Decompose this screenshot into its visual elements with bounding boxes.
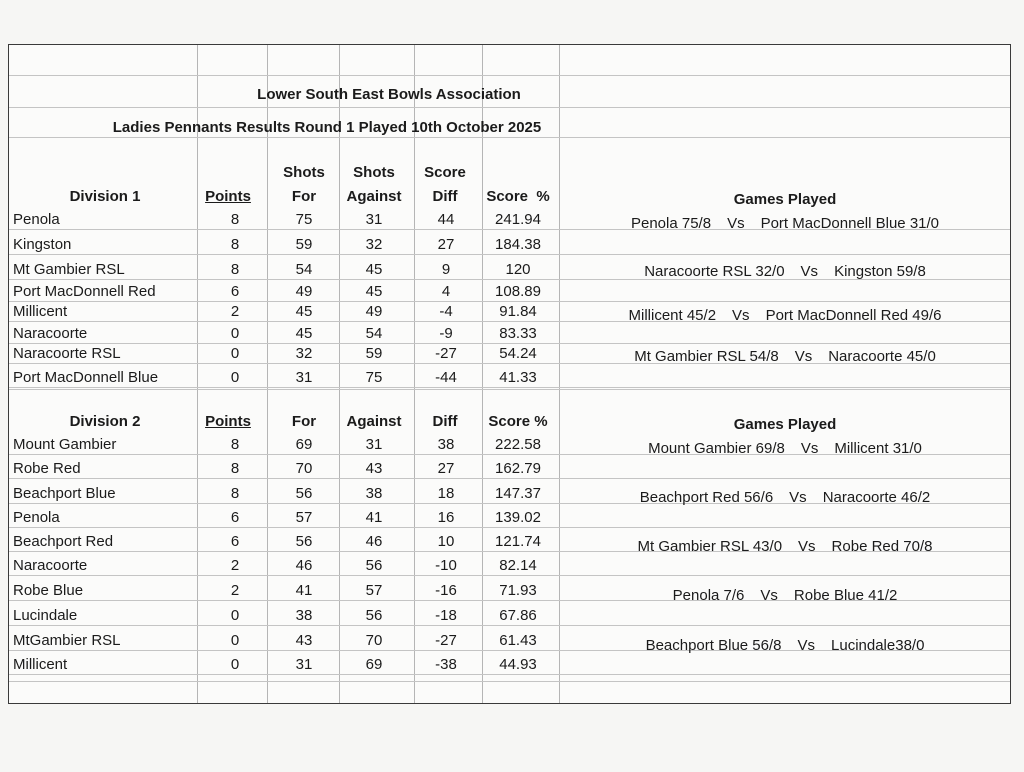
div2-diff-cell: -27 [435, 632, 457, 649]
div1-points-cell: 0 [230, 325, 240, 342]
div1-against-cell: 32 [365, 236, 383, 253]
div1-pct-cell: 120 [505, 261, 531, 278]
div2-against-cell: 46 [365, 533, 383, 550]
game-away: Naracoorte 45/0 [828, 348, 936, 365]
game-vs: Vs [794, 348, 813, 365]
div1-diff-cell: -4 [439, 303, 453, 320]
div2-pct-cell: 67.86 [499, 607, 537, 624]
div1-for-cell: 45 [295, 303, 313, 320]
div2-for-cell: 43 [295, 632, 313, 649]
div2-pct-cell: 121.74 [495, 533, 541, 550]
game-vs: Vs [760, 587, 778, 604]
div1-pct-cell: 241.94 [495, 211, 541, 228]
div2-against-cell: 70 [365, 632, 383, 649]
grid-line [9, 389, 1010, 390]
grid-line [9, 575, 1010, 576]
div2-pct-cell: 44.93 [499, 656, 537, 673]
div2-for-cell: 57 [295, 509, 313, 526]
grid-line [9, 681, 1010, 682]
div1-points-header: Points [205, 188, 251, 205]
div2-points-cell: 2 [230, 582, 240, 599]
div2-against-cell: 43 [365, 460, 383, 477]
div1-shots-for-header: For [291, 188, 317, 205]
grid-line [9, 301, 1010, 302]
div2-team-cell: Beachport Blue [13, 485, 116, 502]
div1-points-cell: 8 [230, 211, 240, 228]
div2-for-cell: 70 [295, 460, 313, 477]
div2-game-result [648, 440, 922, 458]
div2-team-cell: Naracoorte [13, 557, 88, 574]
game-away: Robe Red 70/8 [831, 538, 933, 555]
div2-against-header: Against [346, 413, 402, 430]
div1-against-cell: 59 [365, 345, 383, 362]
game-away: Port MacDonnell Blue 31/0 [760, 215, 940, 232]
div2-game-result [640, 489, 931, 507]
grid-line [414, 45, 415, 703]
game-home: Millicent 45/2 [628, 307, 717, 324]
div1-against-cell: 45 [365, 261, 383, 278]
grid-line [9, 75, 1010, 76]
grid-line [339, 45, 340, 703]
div1-team-cell: Mt Gambier RSL [13, 261, 125, 278]
grid-line [9, 343, 1010, 344]
div1-points-cell: 8 [230, 236, 240, 253]
div2-points-cell: 8 [230, 436, 240, 453]
div2-diff-cell: -38 [435, 656, 457, 673]
div2-for-cell: 69 [295, 436, 313, 453]
grid-line [9, 387, 1010, 388]
div2-for-cell: 56 [295, 485, 313, 502]
game-away: Millicent 31/0 [834, 440, 922, 457]
game-home: Penola 75/8 [630, 215, 712, 232]
div2-against-cell: 56 [365, 557, 383, 574]
div2-pct-cell: 71.93 [499, 582, 537, 599]
div1-pct-cell: 83.33 [499, 325, 537, 342]
div1-pct-cell: 184.38 [495, 236, 541, 253]
div2-pct-cell: 139.02 [495, 509, 541, 526]
div1-team-cell: Naracoorte RSL [13, 345, 121, 362]
div2-team-cell: Lucindale [13, 607, 78, 624]
game-vs: Vs [800, 263, 819, 280]
div2-points-cell: 0 [230, 656, 240, 673]
game-home: Beachport Blue 56/8 [645, 637, 782, 654]
div1-pct-cell: 54.24 [499, 345, 537, 362]
div1-against-cell: 45 [365, 283, 383, 300]
div1-diff-cell: 44 [437, 211, 455, 228]
grid-line [9, 625, 1010, 626]
grid-line [267, 45, 268, 703]
game-away: Kingston 59/8 [834, 263, 926, 280]
results-sheet [8, 44, 1011, 704]
div1-team-cell: Port MacDonnell Red [13, 283, 156, 300]
game-home: Mt Gambier RSL 54/8 [634, 348, 779, 365]
game-home: Mt Gambier RSL 43/0 [637, 538, 783, 555]
div2-game-result [646, 637, 925, 655]
div2-pct-cell: 162.79 [495, 460, 541, 477]
div2-points-cell: 0 [230, 607, 240, 624]
div2-against-cell: 56 [365, 607, 383, 624]
div1-shots-for-header: Shots [283, 164, 325, 181]
div2-diff-cell: 18 [437, 485, 455, 502]
div1-game-result [629, 307, 942, 325]
div1-shots-against-header: Against [346, 188, 402, 205]
div1-for-cell: 75 [295, 211, 313, 228]
association-title: Lower South East Bowls Association [257, 86, 521, 103]
div1-diff-cell: 27 [437, 236, 455, 253]
div1-against-cell: 31 [365, 211, 383, 228]
div1-team-cell: Port MacDonnell Blue [13, 369, 159, 386]
div1-team-cell: Naracoorte [13, 325, 88, 342]
div2-for-cell: 41 [295, 582, 313, 599]
game-vs: Vs [798, 538, 816, 555]
div1-diff-header: Diff [432, 188, 458, 205]
div1-title: Division 1 [69, 188, 141, 205]
div2-diff-cell: -16 [435, 582, 457, 599]
div1-score-pct-header: Score % [486, 188, 550, 205]
game-home: Penola 7/6 [672, 587, 745, 604]
div1-pct-cell: 108.89 [495, 283, 541, 300]
div1-shots-against-header: Shots [353, 164, 395, 181]
div1-against-cell: 54 [365, 325, 383, 342]
div1-points-cell: 6 [230, 283, 240, 300]
div2-score-pct-header: Score % [488, 413, 548, 430]
div1-diff-cell: -9 [439, 325, 453, 342]
div2-diff-cell: 10 [437, 533, 455, 550]
div2-points-cell: 8 [230, 460, 240, 477]
div2-points-cell: 2 [230, 557, 240, 574]
game-vs: Vs [727, 215, 745, 232]
game-away: Naracoorte 46/2 [822, 489, 931, 506]
div1-team-cell: Penola [13, 211, 60, 228]
div2-games-header: Games Played [733, 416, 837, 433]
div2-points-cell: 6 [230, 509, 240, 526]
div2-against-cell: 57 [365, 582, 383, 599]
div1-diff-cell: -44 [435, 369, 457, 386]
div1-pct-cell: 91.84 [499, 303, 537, 320]
div1-diff-header: Score [424, 164, 466, 181]
div2-pct-cell: 222.58 [495, 436, 541, 453]
game-vs: Vs [789, 489, 807, 506]
div2-diff-cell: -10 [435, 557, 457, 574]
div1-diff-cell: 4 [441, 283, 451, 300]
div1-against-cell: 49 [365, 303, 383, 320]
div2-team-cell: Mount Gambier [13, 436, 117, 453]
game-home: Beachport Red 56/6 [639, 489, 774, 506]
div1-points-cell: 0 [230, 369, 240, 386]
div2-diff-cell: 27 [437, 460, 455, 477]
grid-line [9, 478, 1010, 479]
div1-game-result [634, 348, 936, 366]
div1-game-result [644, 263, 926, 281]
div2-points-cell: 8 [230, 485, 240, 502]
div1-points-cell: 8 [230, 261, 240, 278]
game-vs: Vs [732, 307, 750, 324]
page-subtitle: Ladies Pennants Results Round 1 Played 10th October 2025 [112, 119, 542, 136]
div1-diff-cell: 9 [441, 261, 451, 278]
div1-for-cell: 45 [295, 325, 313, 342]
grid-line [559, 45, 560, 703]
div2-team-cell: Robe Red [13, 460, 81, 477]
div2-game-result [638, 538, 933, 556]
div2-points-cell: 0 [230, 632, 240, 649]
div2-against-cell: 31 [365, 436, 383, 453]
div2-for-cell: 56 [295, 533, 313, 550]
game-away: Lucindale38/0 [831, 637, 925, 654]
div1-points-cell: 0 [230, 345, 240, 362]
div2-against-cell: 38 [365, 485, 383, 502]
div2-pct-cell: 61.43 [499, 632, 537, 649]
grid-line [9, 107, 1010, 108]
div2-team-cell: Robe Blue [13, 582, 84, 599]
div2-against-cell: 41 [365, 509, 383, 526]
div2-game-result [673, 587, 898, 605]
grid-line [197, 45, 198, 703]
div2-team-cell: Beachport Red [13, 533, 114, 550]
div1-for-cell: 32 [295, 345, 313, 362]
div1-diff-cell: -27 [435, 345, 457, 362]
div2-pct-cell: 82.14 [499, 557, 537, 574]
div2-diff-header: Diff [432, 413, 458, 430]
div2-for-cell: 31 [295, 656, 313, 673]
div1-game-result [631, 215, 939, 233]
div1-against-cell: 75 [365, 369, 383, 386]
div1-pct-cell: 41.33 [499, 369, 537, 386]
div2-diff-cell: 16 [437, 509, 455, 526]
game-away: Robe Blue 41/2 [793, 587, 898, 604]
div1-team-cell: Kingston [13, 236, 72, 253]
div2-team-cell: Penola [13, 509, 60, 526]
div1-for-cell: 49 [295, 283, 313, 300]
game-home: Naracoorte RSL 32/0 [644, 263, 785, 280]
div2-team-cell: Millicent [13, 656, 68, 673]
div1-for-cell: 59 [295, 236, 313, 253]
grid-line [482, 45, 483, 703]
game-away: Port MacDonnell Red 49/6 [765, 307, 942, 324]
div2-for-header: For [291, 413, 317, 430]
grid-line [9, 674, 1010, 675]
game-home: Mount Gambier 69/8 [648, 440, 785, 457]
game-vs: Vs [800, 440, 819, 457]
div2-points-header: Points [205, 413, 251, 430]
div2-diff-cell: -18 [435, 607, 457, 624]
div1-games-header: Games Played [733, 191, 837, 208]
div1-points-cell: 2 [230, 303, 240, 320]
grid-line [9, 527, 1010, 528]
grid-line [9, 137, 1010, 138]
div1-team-cell: Millicent [13, 303, 68, 320]
div2-diff-cell: 38 [437, 436, 455, 453]
div1-for-cell: 31 [295, 369, 313, 386]
div2-for-cell: 46 [295, 557, 313, 574]
grid-line [9, 254, 1010, 255]
div2-pct-cell: 147.37 [495, 485, 541, 502]
div2-points-cell: 6 [230, 533, 240, 550]
div2-title: Division 2 [69, 413, 141, 430]
div2-against-cell: 69 [365, 656, 383, 673]
game-vs: Vs [797, 637, 816, 654]
div2-team-cell: MtGambier RSL [13, 632, 121, 649]
div2-for-cell: 38 [295, 607, 313, 624]
div1-for-cell: 54 [295, 261, 313, 278]
